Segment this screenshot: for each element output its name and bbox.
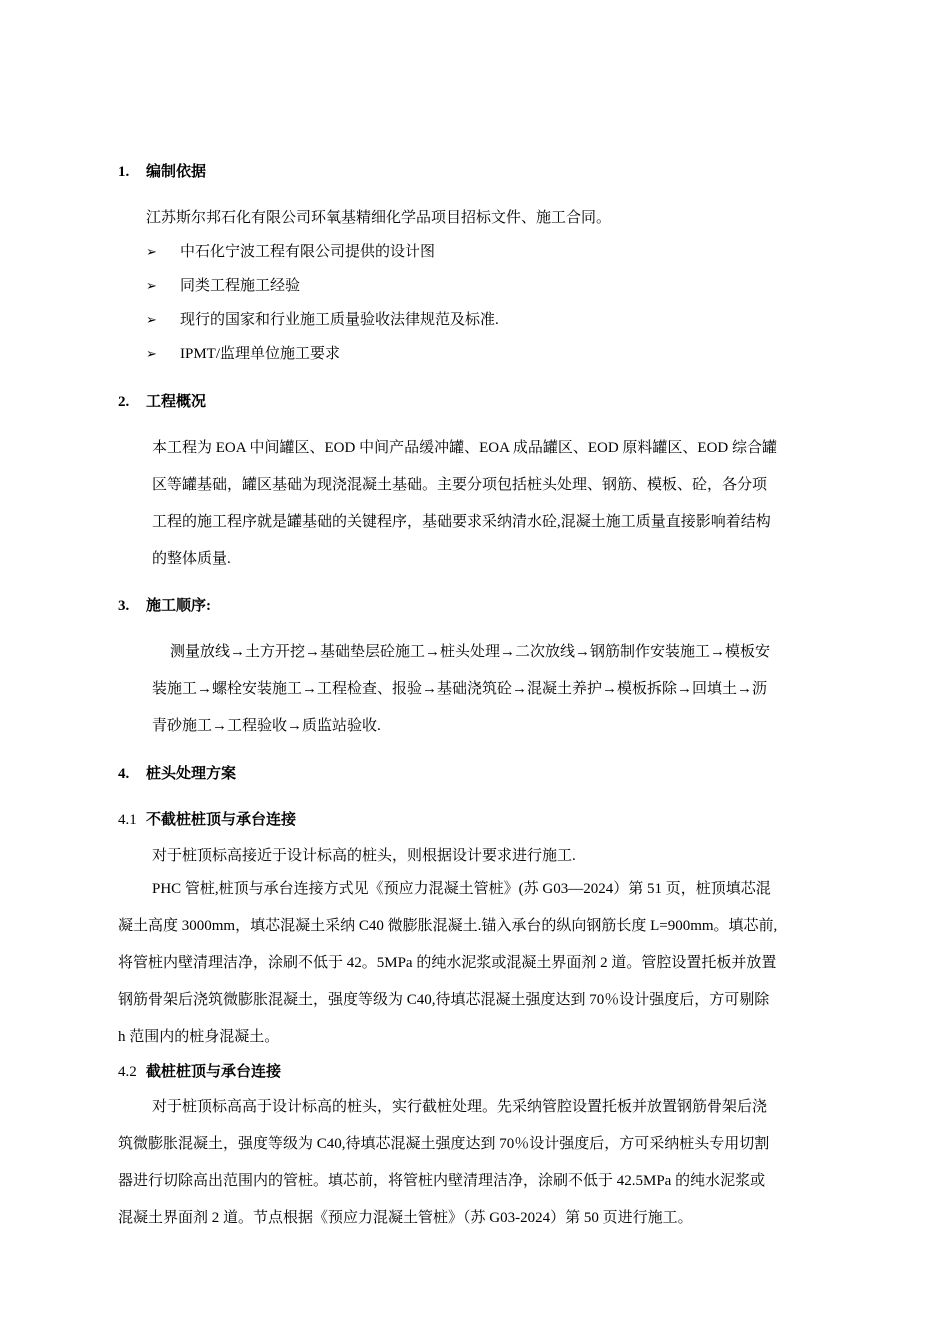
list-item [146,276,300,297]
paragraph-line: 筑微膨胀混凝土，强度等级为 C40,待填芯混凝土强度达到 70％设计强度后，方可采纳桩头专用切割 [118,1136,770,1152]
section-1-intro: 江苏斯尔邦石化有限公司环氧基精细化学品项目招标文件、施工合同。 [146,210,612,226]
subsection-4-2-heading [118,1062,281,1082]
paragraph-line: 凝土高度 3000mm，填芯混凝土采纳 C40 微膨胀混凝土.锚入承台的纵向钢筋长度 L=900mm。填芯前, [118,918,778,934]
paragraph-line: 测量放线→土方开挖→基础垫层砼施工→桩头处理→二次放线→钢筋制作安装施工→模板安 [170,644,771,660]
paragraph-line: 的整体质量. [152,551,231,567]
paragraph-line: 本工程为 EOA 中间罐区、EOD 中间产品缓冲罐、EOA 成品罐区、EOD 原料罐区、EOD 综合罐 [152,440,777,456]
paragraph-line: 工程的施工程序就是罐基础的关键程序，基础要求采纳清水砼,混凝土施工质量直接影响着结构 [152,514,771,530]
list-item [146,344,340,365]
section-4-heading [118,764,236,784]
section-number: 1. [118,164,130,180]
paragraph-line: 区等罐基础，罐区基础为现浇混凝土基础。主要分项包括桩头处理、钢筋、模板、砼，各分项 [152,477,768,493]
section-1-heading [118,162,206,182]
list-item-text: 现行的国家和行业施工质量验收法律规范及标准. [180,312,499,328]
paragraph-line: 对于桩顶标高高于设计标高的桩头，实行截桩处理。先采纳管腔设置托板并放置钢筋骨架后浇 [152,1099,768,1115]
paragraph-line: 青砂施工→工程验收→质监站验收. [152,718,381,734]
section-2-heading [118,392,206,412]
paragraph-line: 混凝土界面剂 2 道。节点根据《预应力混凝土管桩》（苏 G03-2024）第 50 页进行施工。 [118,1210,693,1226]
paragraph-line: PHC 管桩,桩顶与承台连接方式见《预应力混凝土管桩》(苏 G03—2024）第 51 页，桩顶填芯混 [152,881,771,897]
arrow-bullet-icon: ➢ [146,313,157,328]
subsection-4-1-heading [118,810,296,830]
list-item-text: 同类工程施工经验 [180,278,301,294]
paragraph-line: 装施工→螺栓安装施工→工程检查、报验→基础浇筑砼→混凝土养护→模板拆除→回填土→沥 [152,681,768,697]
paragraph-line: 钢筋骨架后浇筑微膨胀混凝土，强度等级为 C40,待填芯混凝土强度达到 70％设计强度后，方可剔除 [118,992,770,1008]
arrow-bullet-icon: ➢ [146,279,157,294]
section-number: 3. [118,598,130,614]
list-item [146,242,435,263]
paragraph-line: h 范围内的桩身混凝土。 [118,1029,280,1045]
section-3-heading [118,596,211,616]
section-title: 施工顺序: [146,598,211,614]
arrow-bullet-icon: ➢ [146,347,157,362]
subsection-number: 4.1 [118,812,137,828]
list-item [146,310,499,331]
subsection-title: 截桩桩顶与承台连接 [146,1064,282,1080]
section-title: 桩头处理方案 [146,766,237,782]
paragraph-line: 将管桩内壁清理洁净，涂刷不低于 42。5MPa 的纯水泥浆或混凝土界面剂 2 道。管腔设置托板并放置 [118,955,777,971]
section-title: 编制依据 [146,164,207,180]
section-title: 工程概况 [146,394,207,410]
section-number: 4. [118,766,130,782]
list-item-text: 中石化宁波工程有限公司提供的设计图 [180,244,436,260]
subsection-number: 4.2 [118,1064,137,1080]
section-number: 2. [118,394,130,410]
paragraph-line: 器进行切除高出范围内的管桩。填芯前，将管桩内壁清理洁净，涂刷不低于 42.5MPa 的纯水泥浆或 [118,1173,766,1189]
paragraph-line: 对于桩顶标高接近于设计标高的桩头，则根据设计要求进行施工. [152,848,576,864]
subsection-title: 不截桩桩顶与承台连接 [146,812,297,828]
arrow-bullet-icon: ➢ [146,245,157,260]
list-item-text: IPMT/监理单位施工要求 [180,346,341,362]
